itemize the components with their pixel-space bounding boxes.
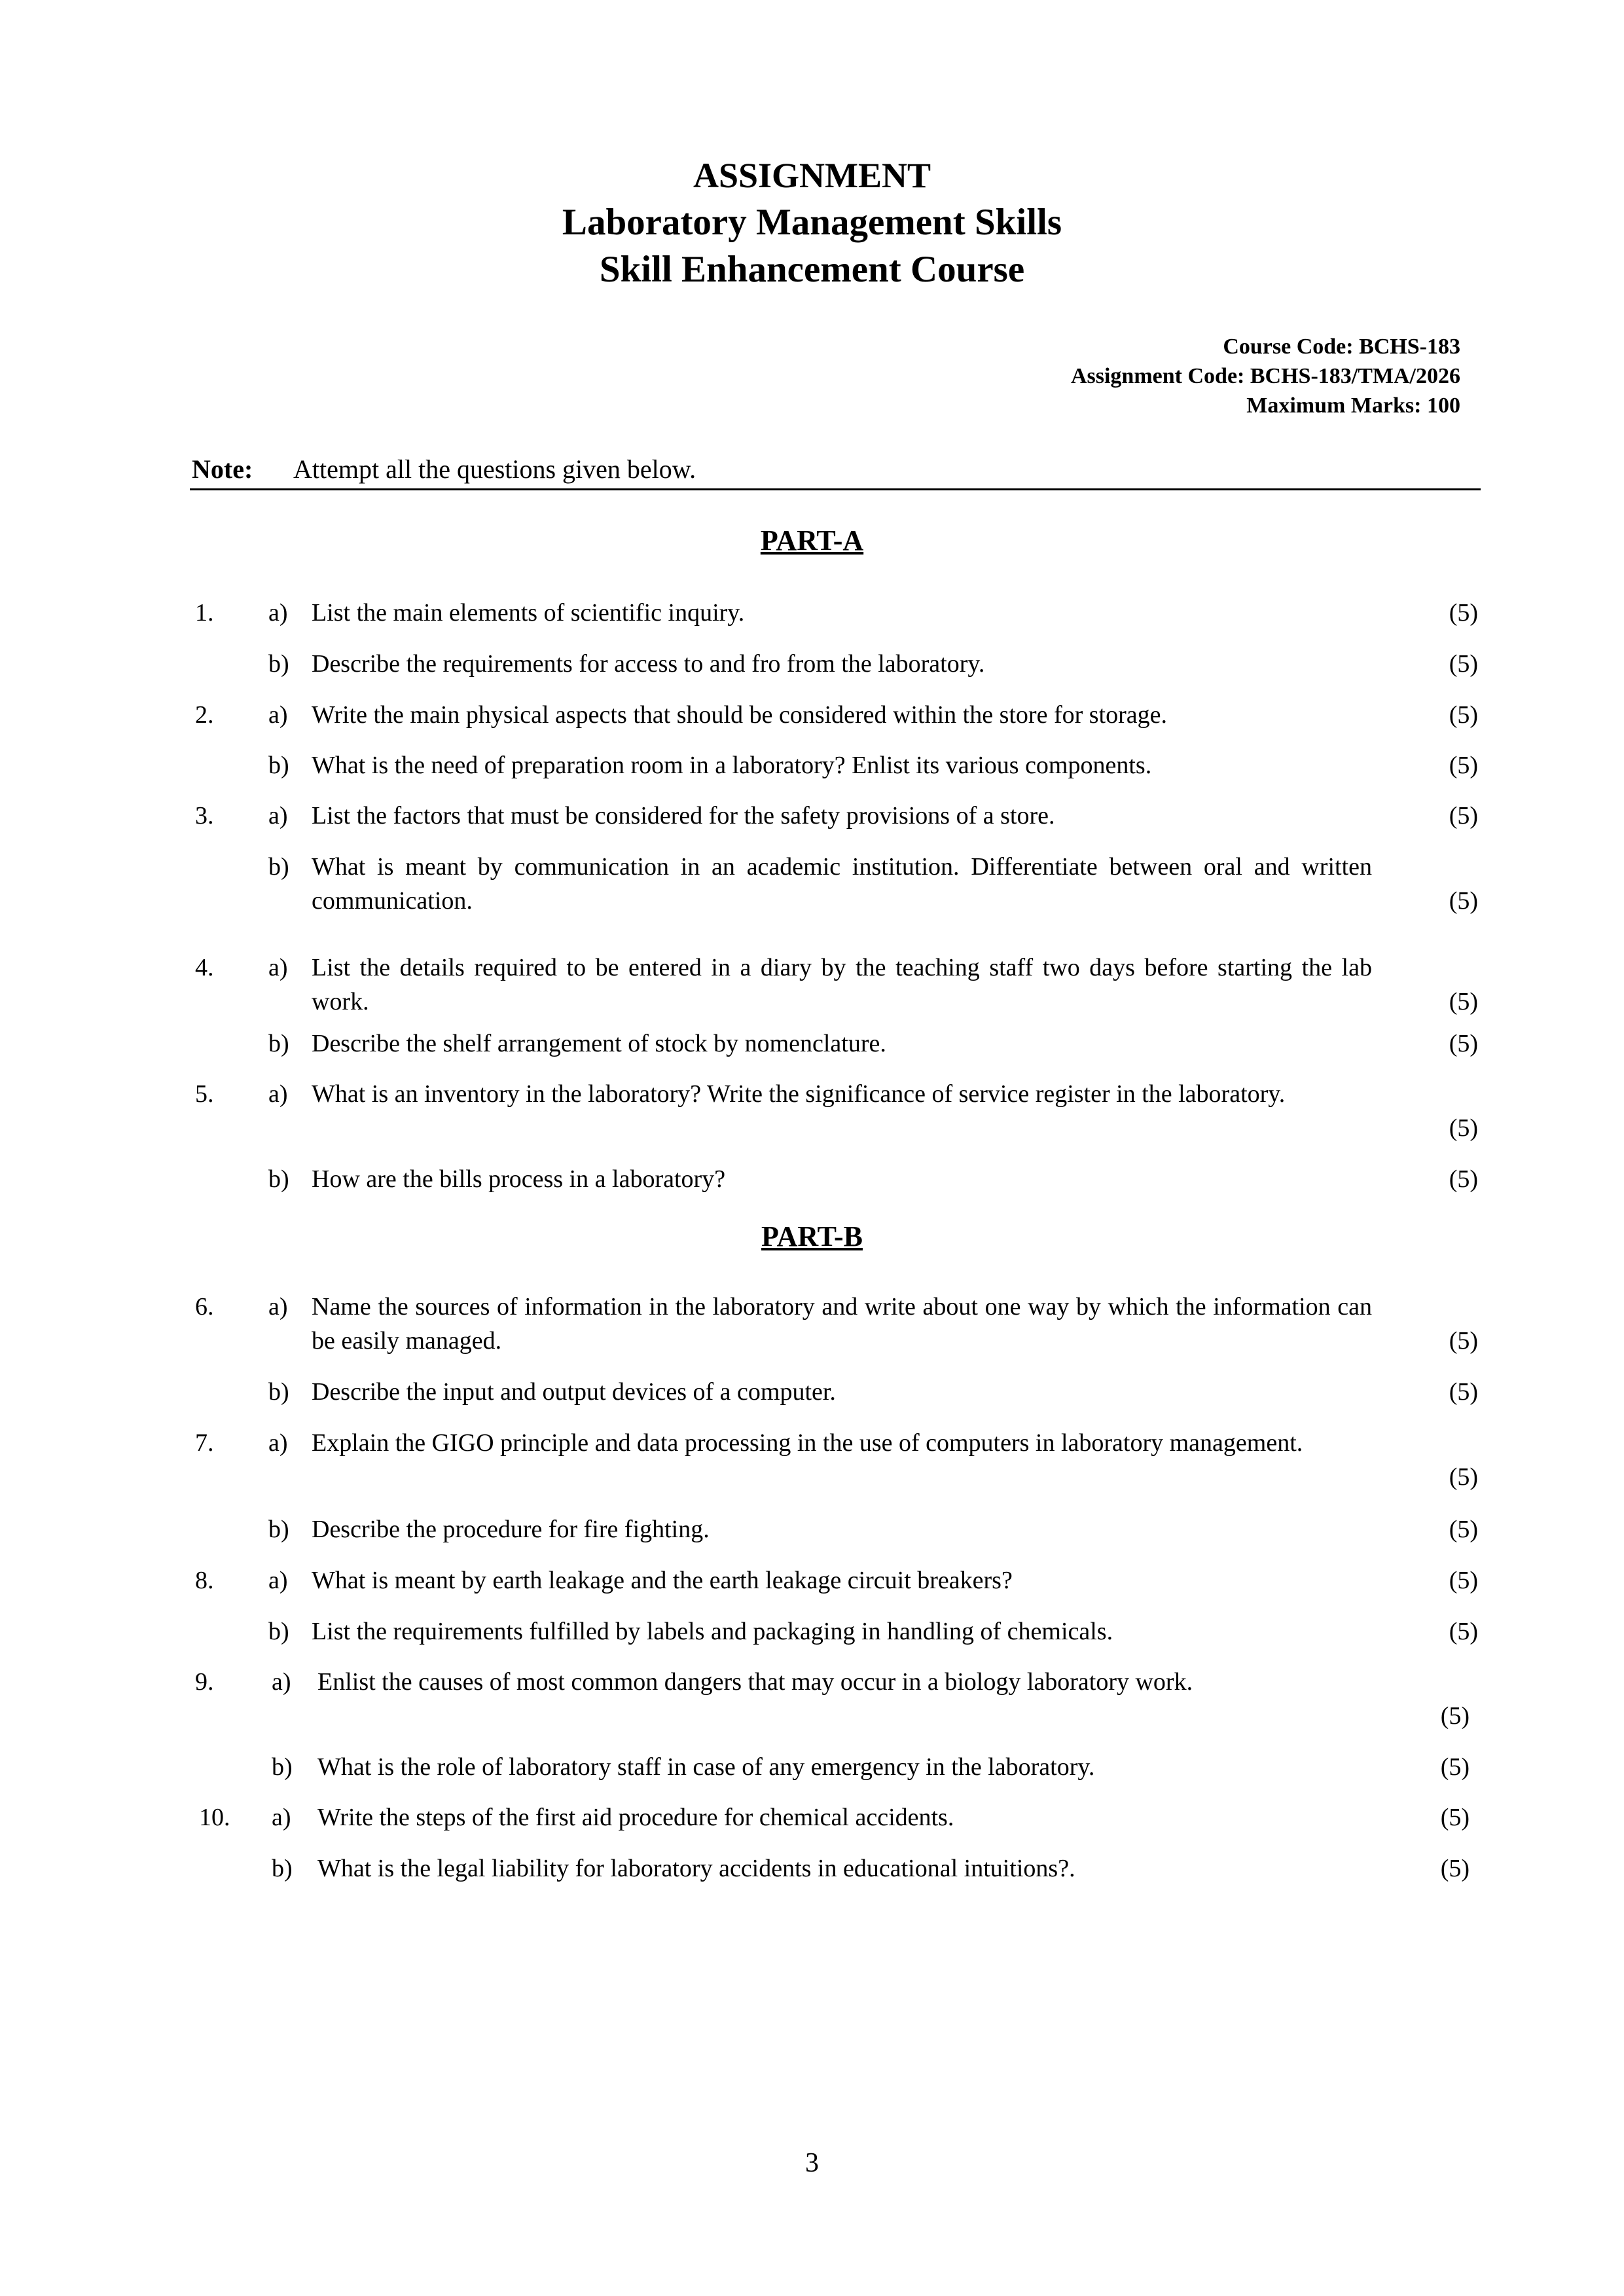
question-number: 6. (195, 1293, 214, 1321)
question-text: List the details required to be entered in a diary by the teaching staff two days before starting the lab work. (312, 954, 1372, 1015)
question-text: How are the bills process in a laboratory? (312, 1165, 726, 1193)
question-letter: b) (272, 1855, 293, 1882)
question-text: What is the role of laboratory staff in case of any emergency in the laboratory. (317, 1753, 1095, 1781)
question-marks: (5) (1449, 599, 1478, 627)
question-marks: (5) (1449, 1618, 1478, 1645)
question-number: 2. (195, 701, 214, 729)
question-text: Name the sources of information in the laboratory and write about one way by which the information can be easily managed. (312, 1293, 1372, 1355)
question-text: List the main elements of scientific inquiry. (312, 599, 745, 627)
page-number: 3 (805, 2148, 819, 2178)
question-text: List the factors that must be considered for the safety provisions of a store. (312, 802, 1055, 829)
question-marks: (5) (1449, 802, 1478, 829)
question-number: 4. (195, 954, 214, 981)
question-text: Write the steps of the first aid procedure for chemical accidents. (317, 1804, 954, 1831)
question-marks: (5) (1449, 1327, 1478, 1355)
question-number: 3. (195, 802, 214, 829)
assignment-code: Assignment Code: BCHS-183/TMA/2026 (1070, 364, 1460, 388)
question-marks: (5) (1440, 1702, 1470, 1730)
question-text: Describe the procedure for fire fighting. (312, 1516, 710, 1543)
question-letter: b) (268, 1165, 289, 1193)
question-marks: (5) (1449, 1165, 1478, 1193)
question-number: 7. (195, 1429, 214, 1457)
divider (190, 488, 1481, 490)
question-marks: (5) (1449, 887, 1478, 915)
question-text: List the requirements fulfilled by labels and packaging in handling of chemicals. (312, 1618, 1113, 1645)
question-letter: a) (272, 1804, 291, 1831)
question-letter: a) (268, 1293, 288, 1321)
question-letter: a) (268, 701, 288, 729)
question-letter: b) (268, 1516, 289, 1543)
question-marks: (5) (1449, 1567, 1478, 1594)
note-text: Attempt all the questions given below. (293, 454, 696, 484)
title-block (0, 152, 1624, 293)
question-letter: b) (268, 1618, 289, 1645)
question-marks: (5) (1449, 650, 1478, 678)
question-text: What is an inventory in the laboratory? Write the significance of service register in the laboratory. (312, 1080, 1286, 1108)
question-letter: b) (268, 1378, 289, 1406)
question-text: What is the need of preparation room in a laboratory? Enlist its various components. (312, 752, 1152, 779)
note-label: Note: (192, 454, 253, 484)
question-marks: (5) (1440, 1855, 1470, 1882)
course-title: Laboratory Management Skills (562, 202, 1062, 243)
question-text: Describe the shelf arrangement of stock by nomenclature. (312, 1030, 886, 1057)
maximum-marks: Maximum Marks: 100 (1246, 393, 1460, 418)
question-text: Enlist the causes of most common dangers that may occur in a biology laboratory work. (317, 1668, 1193, 1696)
question-number: 8. (195, 1567, 214, 1594)
question-marks: (5) (1440, 1753, 1470, 1781)
question-letter: a) (268, 1429, 288, 1457)
question-text: Describe the input and output devices of a computer. (312, 1378, 836, 1406)
question-number: 10. (199, 1804, 230, 1831)
question-letter: b) (268, 1030, 289, 1057)
question-text: Write the main physical aspects that should be considered within the store for storage. (312, 701, 1167, 729)
question-marks: (5) (1440, 1804, 1470, 1831)
question-marks: (5) (1449, 1030, 1478, 1057)
question-letter: a) (268, 599, 288, 627)
question-letter: a) (268, 802, 288, 829)
question-letter: a) (268, 1567, 288, 1594)
question-number: 5. (195, 1080, 214, 1108)
question-marks: (5) (1449, 752, 1478, 779)
question-marks: (5) (1449, 701, 1478, 729)
question-letter: b) (272, 1753, 293, 1781)
question-letter: b) (268, 853, 289, 881)
question-text: What is meant by earth leakage and the earth leakage circuit breakers? (312, 1567, 1013, 1594)
question-text: Explain the GIGO principle and data processing in the use of computers in laboratory management. (312, 1429, 1303, 1457)
question-letter: b) (268, 650, 289, 678)
question-marks: (5) (1449, 1463, 1478, 1491)
question-marks: (5) (1449, 1378, 1478, 1406)
question-marks: (5) (1449, 1114, 1478, 1142)
question-text: Describe the requirements for access to and fro from the laboratory. (312, 650, 985, 678)
question-marks: (5) (1449, 988, 1478, 1015)
question-letter: a) (268, 954, 288, 981)
question-letter: a) (268, 1080, 288, 1108)
question-text: What is meant by communication in an academic institution. Differentiate between oral and written communication. (312, 853, 1372, 915)
question-text: What is the legal liability for laboratory accidents in educational intuitions?. (317, 1855, 1075, 1882)
course-codes (1071, 332, 1460, 420)
course-code: Course Code: BCHS-183 (1223, 335, 1460, 359)
question-number: 9. (195, 1668, 214, 1696)
question-number: 1. (195, 599, 214, 627)
course-type: Skill Enhancement Course (599, 249, 1025, 290)
assignment-title: ASSIGNMENT (693, 156, 931, 195)
part-a-heading: PART-A (760, 524, 864, 556)
question-marks: (5) (1449, 1516, 1478, 1543)
question-letter: a) (272, 1668, 291, 1696)
question-letter: b) (268, 752, 289, 779)
part-b-heading: PART-B (761, 1220, 863, 1252)
